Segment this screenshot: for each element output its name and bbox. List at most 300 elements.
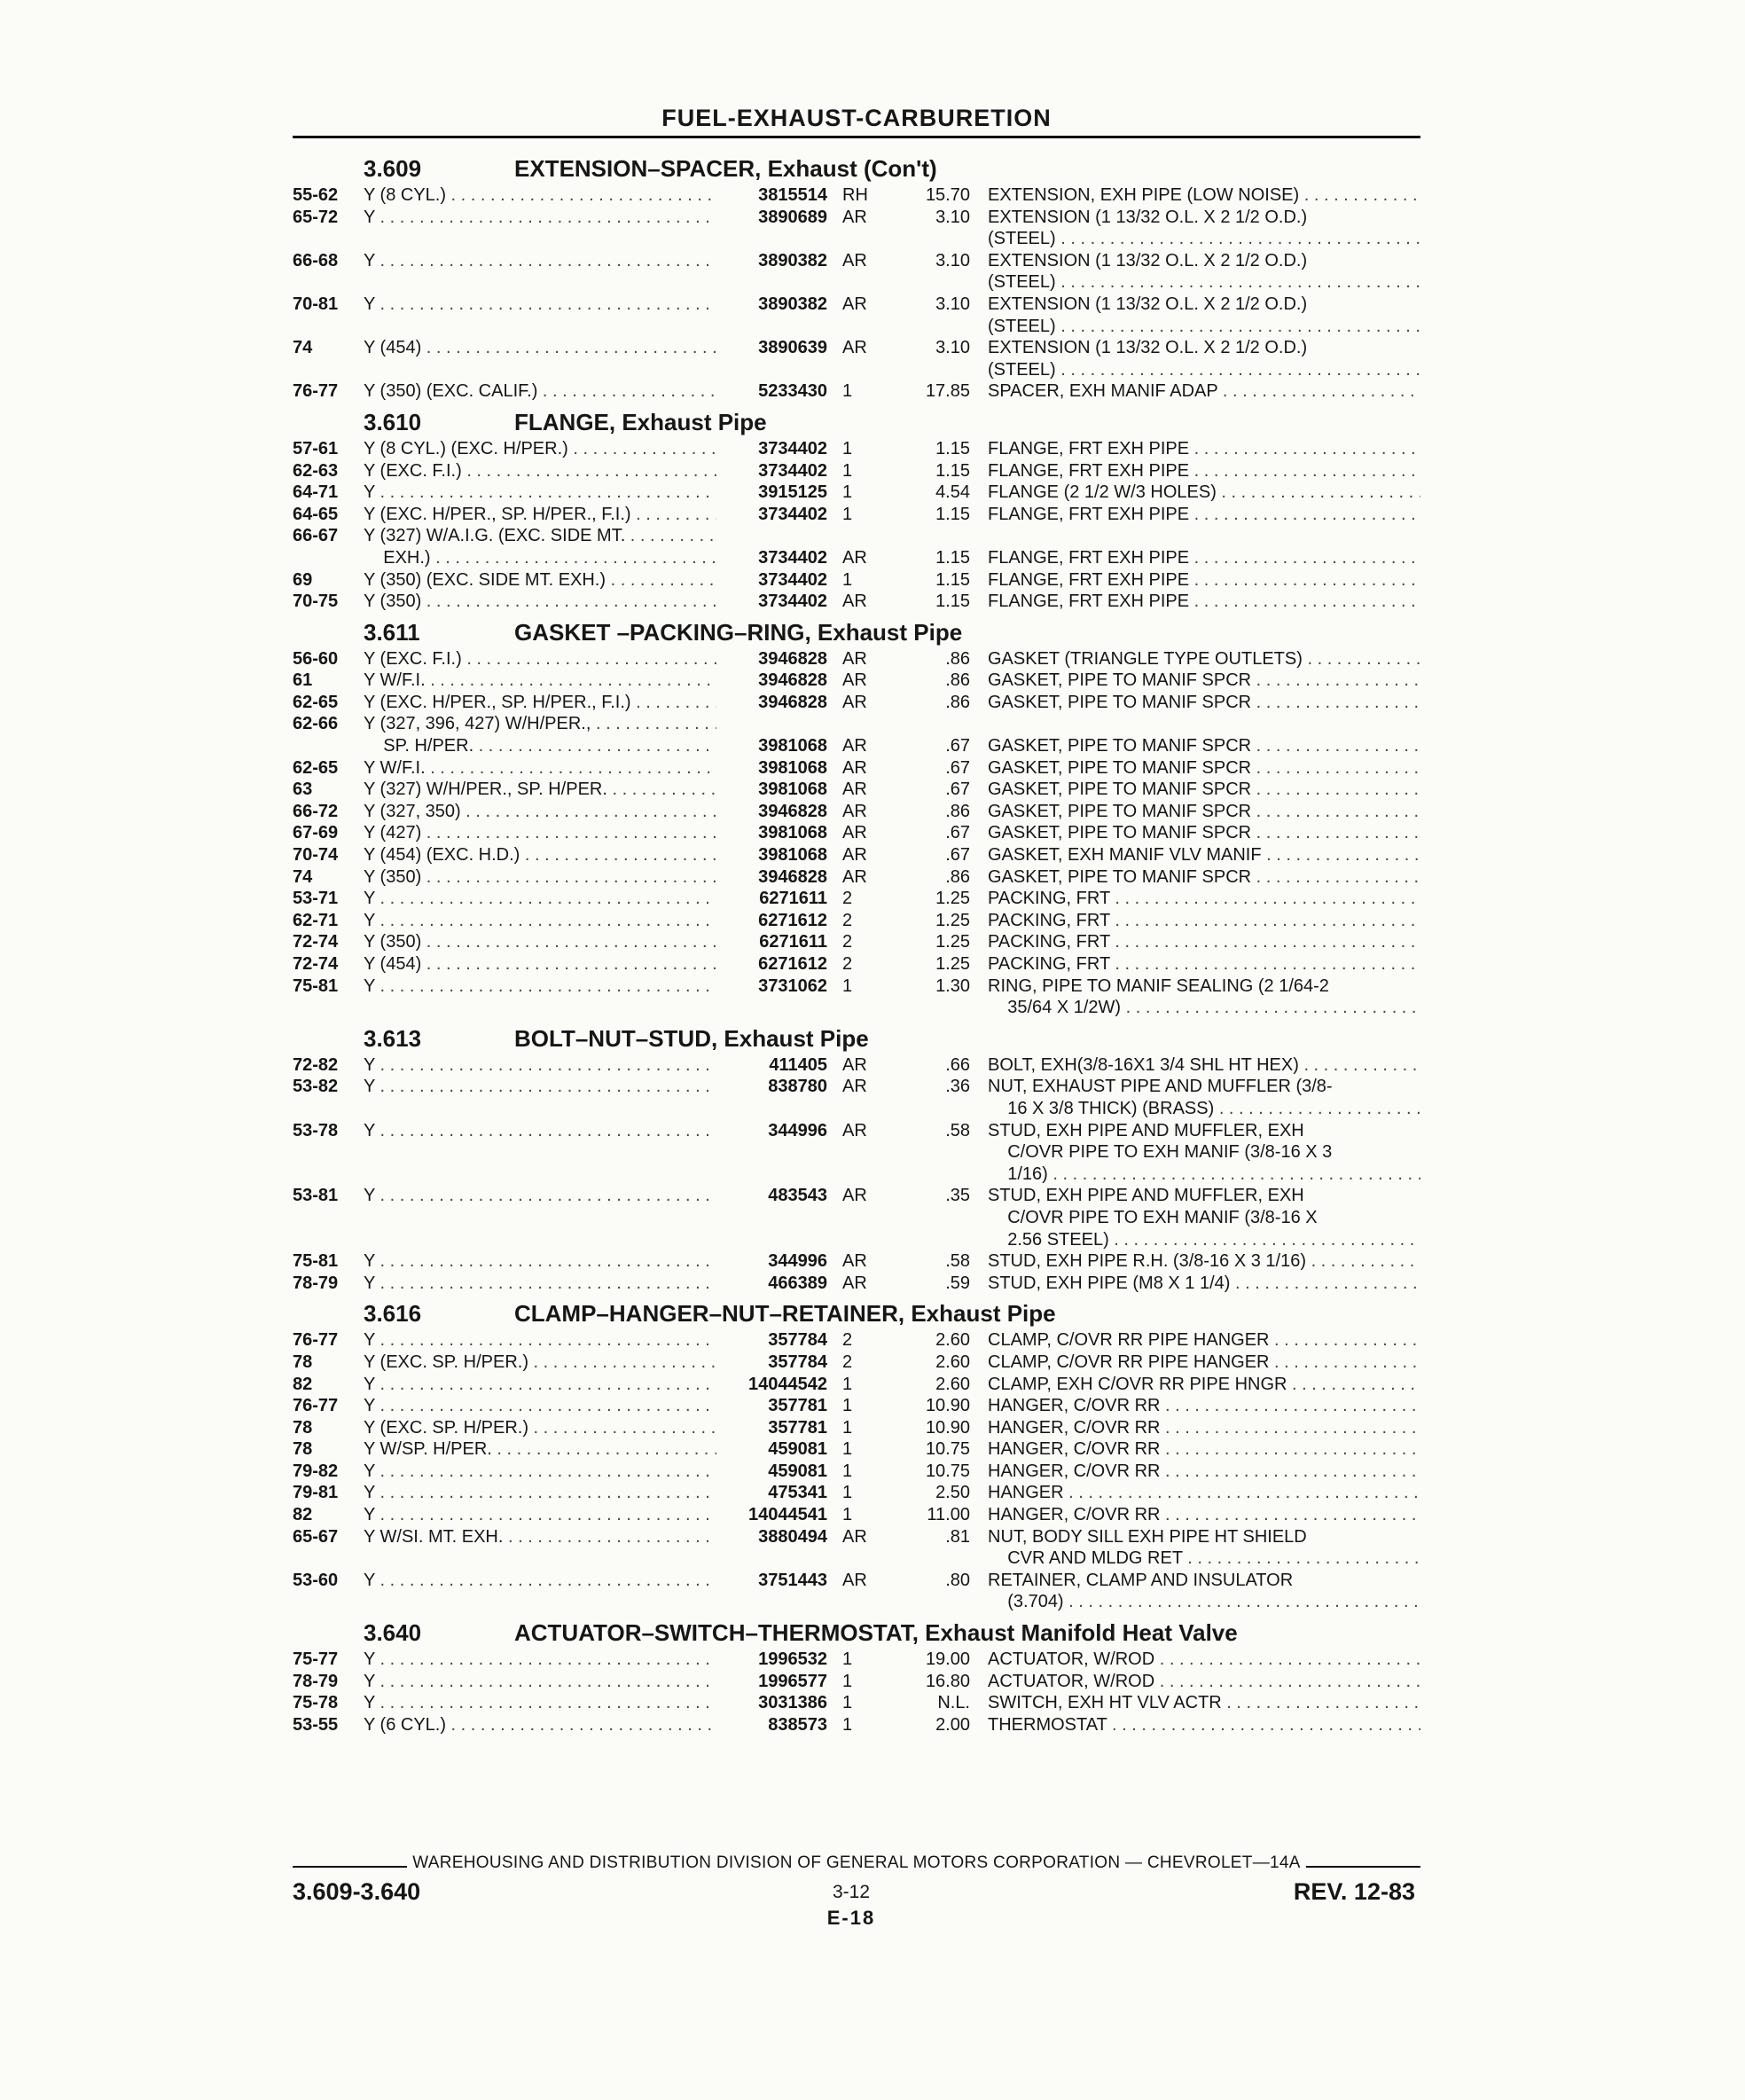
part-number: 3734402 (758, 547, 827, 568)
model-years: 78-79 (293, 1671, 339, 1691)
part-number: 344996 (768, 1251, 827, 1272)
table-row (293, 713, 1420, 735)
table-row (293, 547, 1420, 569)
table-row (293, 1329, 1420, 1352)
price: .66 (945, 1054, 970, 1075)
model-years: 62-66 (293, 714, 339, 734)
table-row (293, 1417, 1420, 1439)
price: 3.10 (935, 294, 970, 314)
part-number: 3815514 (758, 185, 827, 205)
model-years: 53-71 (293, 889, 339, 909)
description: HANGER, C/OVR RR . . . (988, 1504, 1420, 1526)
description: CLAMP, EXH C/OVR RR PIPE HNGR . . . (988, 1374, 1420, 1396)
table-row (293, 1548, 1420, 1570)
quantity: 1 (842, 1396, 853, 1416)
quantity: AR (842, 780, 867, 800)
description: GASKET (TRIANGLE TYPE OUTLETS) . . . (988, 648, 1420, 670)
part-number: 3946828 (758, 670, 827, 691)
model-years: 62-65 (293, 757, 339, 778)
table-row (293, 1374, 1420, 1396)
price: 11.00 (927, 1505, 970, 1525)
section-number: 3.611 (364, 618, 420, 646)
model-years: 62-65 (293, 692, 339, 712)
quantity: 1 (842, 1649, 853, 1670)
application: Y . . . (364, 1185, 716, 1207)
model-years: 53-55 (293, 1714, 339, 1735)
table-row (293, 1229, 1420, 1251)
description: SWITCH, EXH HT VLV ACTR . . . (988, 1692, 1420, 1714)
price: 3.10 (935, 338, 970, 358)
model-years: 78-79 (293, 1273, 339, 1293)
table-row (293, 1570, 1420, 1592)
table-row (293, 380, 1420, 403)
application: Y . . . (364, 1671, 716, 1693)
description: CLAMP, C/OVR RR PIPE HANGER . . . (988, 1329, 1420, 1352)
quantity: 1 (842, 438, 853, 458)
description: GASKET, PIPE TO MANIF SPCR . . . (988, 822, 1420, 844)
section-title (293, 616, 1420, 648)
price: .35 (945, 1186, 970, 1206)
table-row (293, 250, 1420, 272)
table-row (293, 271, 1420, 294)
model-years: 53-82 (293, 1077, 339, 1097)
table-row (293, 1250, 1420, 1273)
price: 1.25 (935, 932, 970, 952)
quantity: 1 (842, 1714, 853, 1735)
table-row (293, 1098, 1420, 1120)
table-row (293, 1207, 1420, 1229)
model-years: 78 (293, 1352, 313, 1372)
price: .86 (945, 692, 970, 712)
quantity: 1 (842, 1417, 853, 1438)
part-number: 357781 (768, 1396, 827, 1416)
part-number: 3751443 (758, 1570, 827, 1590)
description: RETAINER, CLAMP AND INSULATOR (988, 1570, 1294, 1590)
table-row (293, 1352, 1420, 1374)
table-row (293, 648, 1420, 670)
description: 2.56 STEEL) . . . (988, 1229, 1420, 1251)
part-number: 3880494 (758, 1526, 827, 1547)
section-title (293, 1617, 1420, 1649)
price: 19.00 (925, 1649, 970, 1670)
model-years: 66-67 (293, 526, 339, 546)
application: Y . . . (364, 294, 716, 316)
price: .58 (945, 1120, 970, 1140)
page-header: FUEL-EXHAUST-CARBURETION (293, 105, 1420, 138)
price: 17.85 (925, 381, 970, 402)
table-row (293, 1273, 1420, 1295)
quantity: AR (842, 648, 867, 669)
price: 10.75 (925, 1461, 970, 1481)
application: Y . . . (364, 1461, 716, 1483)
table-row (293, 910, 1420, 932)
application: Y (454) (EXC. H.D.) . . . (364, 844, 716, 866)
quantity: AR (842, 845, 867, 866)
description: NUT, BODY SILL EXH PIPE HT SHIELD (988, 1526, 1307, 1547)
part-number: 357784 (768, 1330, 827, 1351)
price: .67 (945, 780, 970, 800)
section-title (293, 406, 1420, 438)
application: Y (8 CYL.) (EXC. H/PER.) . . . (364, 438, 716, 460)
table-row (293, 801, 1420, 823)
quantity: AR (842, 1077, 867, 1097)
part-number: 3890689 (758, 207, 827, 227)
table-row (293, 1649, 1420, 1671)
price: 4.54 (935, 482, 970, 503)
description: (STEEL) . . . (988, 359, 1420, 381)
application: Y . . . (364, 1570, 716, 1592)
model-years: 66-68 (293, 250, 339, 270)
model-years: 63 (293, 780, 313, 800)
quantity: AR (842, 1120, 867, 1140)
model-years: 70-75 (293, 592, 339, 612)
description: STUD, EXH PIPE AND MUFFLER, EXH (988, 1120, 1304, 1140)
quantity: AR (842, 207, 867, 227)
table-row (293, 735, 1420, 757)
part-number: 5233430 (758, 381, 827, 402)
quantity: 2 (842, 954, 853, 974)
footer-revision: REV. 12-83 (1293, 1878, 1415, 1905)
price: .59 (945, 1273, 970, 1293)
table-row (293, 316, 1420, 338)
part-number: 411405 (769, 1054, 827, 1075)
price: 1.25 (935, 889, 970, 909)
description: FLANGE, FRT EXH PIPE . . . (988, 591, 1420, 613)
table-row (293, 1504, 1420, 1526)
part-number: 3915125 (758, 482, 827, 503)
application: Y (454) . . . (364, 337, 716, 359)
application: Y W/F.I. . . . (364, 670, 716, 692)
part-number: 459081 (768, 1461, 827, 1481)
application: Y . . . (364, 1076, 716, 1098)
price: 2.50 (935, 1483, 970, 1503)
application: Y . . . (364, 888, 716, 910)
application: Y . . . (364, 1482, 716, 1504)
application: Y (EXC. H/PER., SP. H/PER., F.I.) . . . (364, 504, 716, 526)
table-row (293, 1185, 1420, 1207)
table-row (293, 1395, 1420, 1417)
section-heading: CLAMP–HANGER–NUT–RETAINER, Exhaust Pipe (514, 1300, 1056, 1328)
table-row (293, 337, 1420, 359)
description: HANGER, C/OVR RR . . . (988, 1417, 1420, 1439)
model-years: 53-78 (293, 1120, 339, 1140)
table-row (293, 822, 1420, 844)
description: (STEEL) . . . (988, 228, 1420, 250)
table-row (293, 438, 1420, 460)
part-number: 3946828 (758, 801, 827, 821)
quantity: AR (842, 294, 867, 314)
description: FLANGE, FRT EXH PIPE . . . (988, 547, 1420, 569)
description: PACKING, FRT . . . (988, 953, 1420, 976)
description: GASKET, PIPE TO MANIF SPCR . . . (988, 692, 1420, 714)
table-row (293, 931, 1420, 953)
description: 16 X 3/8 THICK) (BRASS) . . . (988, 1098, 1420, 1120)
application: SP. H/PER. . . . (364, 735, 716, 757)
quantity: AR (842, 1273, 867, 1293)
description: 35/64 X 1/2W) . . . (988, 997, 1420, 1019)
quantity: 1 (842, 1483, 853, 1503)
price: .67 (945, 757, 970, 778)
quantity: 1 (842, 1461, 853, 1481)
description: FLANGE, FRT EXH PIPE . . . (988, 460, 1420, 482)
table-row (293, 1591, 1420, 1613)
price: 1.30 (935, 976, 970, 996)
application: Y (454) . . . (364, 953, 716, 976)
price: 16.80 (925, 1671, 970, 1691)
description: SPACER, EXH MANIF ADAP . . . (988, 380, 1420, 403)
application: Y (EXC. F.I.) . . . (364, 648, 716, 670)
description: CLAMP, C/OVR RR PIPE HANGER . . . (988, 1352, 1420, 1374)
application: Y . . . (364, 250, 716, 272)
price: 2.60 (935, 1374, 970, 1394)
quantity: AR (842, 801, 867, 821)
model-years: 70-81 (293, 294, 339, 314)
quantity: 1 (842, 482, 853, 503)
part-number: 3890639 (758, 338, 827, 358)
table-row (293, 228, 1420, 250)
price: .86 (945, 866, 970, 887)
section-number: 3.609 (364, 155, 422, 182)
price: .67 (945, 845, 970, 866)
quantity: AR (842, 1526, 867, 1547)
price: 1.15 (935, 592, 970, 612)
description: EXTENSION (1 13/32 O.L. X 2 1/2 O.D.) (988, 207, 1308, 227)
part-number: 1996577 (758, 1671, 827, 1691)
part-number: 357781 (768, 1417, 827, 1438)
model-years: 57-61 (293, 438, 339, 458)
price: .80 (945, 1570, 970, 1590)
application: Y . . . (364, 482, 716, 504)
price: .86 (945, 670, 970, 691)
description: STUD, EXH PIPE AND MUFFLER, EXH (988, 1186, 1304, 1206)
part-number: 3946828 (758, 648, 827, 669)
quantity: AR (842, 757, 867, 778)
quantity: AR (842, 670, 867, 691)
model-years: 75-81 (293, 976, 339, 996)
application: Y . . . (364, 1250, 716, 1273)
part-number: 3734402 (758, 460, 827, 481)
quantity: AR (842, 250, 867, 270)
application: Y (350) . . . (364, 931, 716, 953)
description: (STEEL) . . . (988, 316, 1420, 338)
quantity: 2 (842, 932, 853, 952)
model-years: 62-71 (293, 910, 339, 930)
quantity: 1 (842, 1374, 853, 1394)
table-row (293, 976, 1420, 998)
part-number: 3734402 (758, 592, 827, 612)
model-years: 82 (293, 1505, 313, 1525)
application: Y (327, 350) . . . (364, 801, 716, 823)
table-row (293, 1526, 1420, 1548)
model-years: 70-74 (293, 845, 339, 866)
table-row (293, 504, 1420, 526)
description: FLANGE (2 1/2 W/3 HOLES) . . . (988, 482, 1420, 504)
price: 1.15 (935, 438, 970, 458)
table-row (293, 1461, 1420, 1483)
description: ACTUATOR, W/ROD . . . (988, 1671, 1420, 1693)
footer-sheet-code: E-18 (826, 1907, 876, 1929)
description: (STEEL) . . . (988, 271, 1420, 294)
description: EXTENSION (1 13/32 O.L. X 2 1/2 O.D.) (988, 250, 1308, 270)
quantity: 1 (842, 1671, 853, 1691)
price: .86 (945, 801, 970, 821)
part-number: 3981068 (758, 823, 827, 843)
application: Y (6 CYL.) . . . (364, 1714, 716, 1736)
part-number: 3031386 (758, 1693, 827, 1713)
model-years: 74 (293, 866, 313, 887)
application: Y (350) . . . (364, 591, 716, 613)
model-years: 72-74 (293, 954, 339, 974)
application: Y (8 CYL.) . . . (364, 184, 716, 207)
price: .81 (945, 1526, 970, 1547)
quantity: 1 (842, 1693, 853, 1713)
model-years: 72-82 (293, 1054, 339, 1075)
table-row (293, 1671, 1420, 1693)
price: .86 (945, 648, 970, 669)
description: GASKET, PIPE TO MANIF SPCR . . . (988, 866, 1420, 889)
table-row (293, 569, 1420, 592)
price: 15.70 (925, 185, 970, 205)
application: Y . . . (364, 1395, 716, 1417)
application: Y . . . (364, 1329, 716, 1352)
part-number: 3890382 (758, 250, 827, 270)
quantity: 1 (842, 504, 853, 524)
price: .36 (945, 1077, 970, 1097)
model-years: 53-60 (293, 1570, 339, 1590)
price: .67 (945, 823, 970, 843)
application: Y W/SI. MT. EXH. . . . (364, 1526, 716, 1548)
section-heading: ACTUATOR–SWITCH–THERMOSTAT, Exhaust Manifold Heat Valve (514, 1619, 1238, 1647)
section-title (293, 1023, 1420, 1054)
description: BOLT, EXH(3/8-16X1 3/4 SHL HT HEX) . . . (988, 1054, 1420, 1077)
model-years: 82 (293, 1374, 313, 1394)
price: 10.90 (925, 1417, 970, 1438)
model-years: 65-72 (293, 207, 339, 227)
price: 3.10 (935, 207, 970, 227)
section-heading: GASKET –PACKING–RING, Exhaust Pipe (514, 618, 963, 646)
part-number: 14044541 (748, 1505, 827, 1525)
table-row (293, 1482, 1420, 1504)
description: EXTENSION (1 13/32 O.L. X 2 1/2 O.D.) (988, 294, 1308, 314)
application: Y W/F.I. . . . (364, 757, 716, 780)
quantity: AR (842, 823, 867, 843)
part-number: 475341 (768, 1483, 827, 1503)
price: 1.25 (935, 954, 970, 974)
description: HANGER, C/OVR RR . . . (988, 1395, 1420, 1417)
section-title (293, 153, 1420, 184)
description: PACKING, FRT . . . (988, 888, 1420, 910)
part-number: 357784 (768, 1352, 827, 1372)
table-row (293, 692, 1420, 714)
table-row (293, 888, 1420, 910)
description: HANGER, C/OVR RR . . . (988, 1461, 1420, 1483)
part-number: 3890382 (758, 294, 827, 314)
price: 2.60 (935, 1330, 970, 1351)
part-number: 3734402 (758, 569, 827, 590)
quantity: AR (842, 547, 867, 568)
quantity: 1 (842, 1505, 853, 1525)
model-years: 72-74 (293, 932, 339, 952)
price: 1.15 (935, 504, 970, 524)
table-row (293, 1164, 1420, 1186)
model-years: 74 (293, 338, 313, 358)
description: GASKET, PIPE TO MANIF SPCR . . . (988, 735, 1420, 757)
application: Y . . . (364, 1649, 716, 1671)
part-number: 6271611 (759, 889, 827, 909)
table-row (293, 953, 1420, 976)
part-number: 344996 (768, 1120, 827, 1140)
part-number: 6271612 (758, 954, 827, 974)
quantity: AR (842, 1570, 867, 1590)
part-number: 3731062 (758, 976, 827, 996)
model-years: 78 (293, 1439, 313, 1460)
description: STUD, EXH PIPE (M8 X 1 1/4) . . . (988, 1273, 1420, 1295)
table-row (293, 1438, 1420, 1461)
section-number: 3.613 (364, 1024, 422, 1052)
price: 2.60 (935, 1352, 970, 1372)
table-row (293, 207, 1420, 229)
part-number: 466389 (768, 1273, 827, 1293)
application: Y W/SP. H/PER. . . . (364, 1438, 716, 1461)
table-row (293, 184, 1420, 207)
table-row (293, 844, 1420, 866)
model-years: 64-71 (293, 482, 339, 503)
price: .67 (945, 736, 970, 756)
model-years: 79-82 (293, 1461, 339, 1481)
quantity: 1 (842, 460, 853, 481)
part-number: 3946828 (758, 866, 827, 887)
table-row (293, 1120, 1420, 1142)
description: ACTUATOR, W/ROD . . . (988, 1649, 1420, 1671)
description: RING, PIPE TO MANIF SEALING (2 1/64-2 (988, 976, 1329, 996)
quantity: AR (842, 866, 867, 887)
description: EXTENSION (1 13/32 O.L. X 2 1/2 O.D.) (988, 338, 1308, 358)
model-years: 64-65 (293, 504, 339, 524)
description: 1/16) . . . (988, 1164, 1420, 1186)
model-years: 78 (293, 1417, 313, 1438)
table-row (293, 1714, 1420, 1736)
part-number: 3981068 (758, 757, 827, 778)
part-number: 459081 (768, 1439, 827, 1460)
description: GASKET, PIPE TO MANIF SPCR . . . (988, 801, 1420, 823)
description: NUT, EXHAUST PIPE AND MUFFLER (3/8- (988, 1077, 1333, 1097)
model-years: 56-60 (293, 648, 339, 669)
part-number: 3734402 (758, 504, 827, 524)
table-row (293, 525, 1420, 547)
quantity: AR (842, 736, 867, 756)
price: .58 (945, 1251, 970, 1272)
price: 1.15 (935, 569, 970, 590)
quantity: RH (842, 185, 868, 205)
price: 1.15 (935, 460, 970, 481)
section-heading: EXTENSION–SPACER, Exhaust (Con't) (514, 155, 937, 182)
description: GASKET, PIPE TO MANIF SPCR . . . (988, 779, 1420, 801)
application: Y . . . (364, 976, 716, 998)
model-years: 66-72 (293, 801, 339, 821)
application: Y (EXC. SP. H/PER.) . . . (364, 1417, 716, 1439)
price: 10.75 (925, 1439, 970, 1460)
description: STUD, EXH PIPE R.H. (3/8-16 X 3 1/16) . . . (988, 1250, 1420, 1273)
application: Y . . . (364, 910, 716, 932)
description: PACKING, FRT . . . (988, 931, 1420, 953)
description: FLANGE, FRT EXH PIPE . . . (988, 504, 1420, 526)
model-years: 55-62 (293, 185, 339, 205)
table-row (293, 591, 1420, 613)
description: C/OVR PIPE TO EXH MANIF (3/8-16 X (988, 1207, 1318, 1227)
description: THERMOSTAT . . . (988, 1714, 1420, 1736)
description: C/OVR PIPE TO EXH MANIF (3/8-16 X 3 (988, 1142, 1333, 1163)
table-row (293, 359, 1420, 381)
